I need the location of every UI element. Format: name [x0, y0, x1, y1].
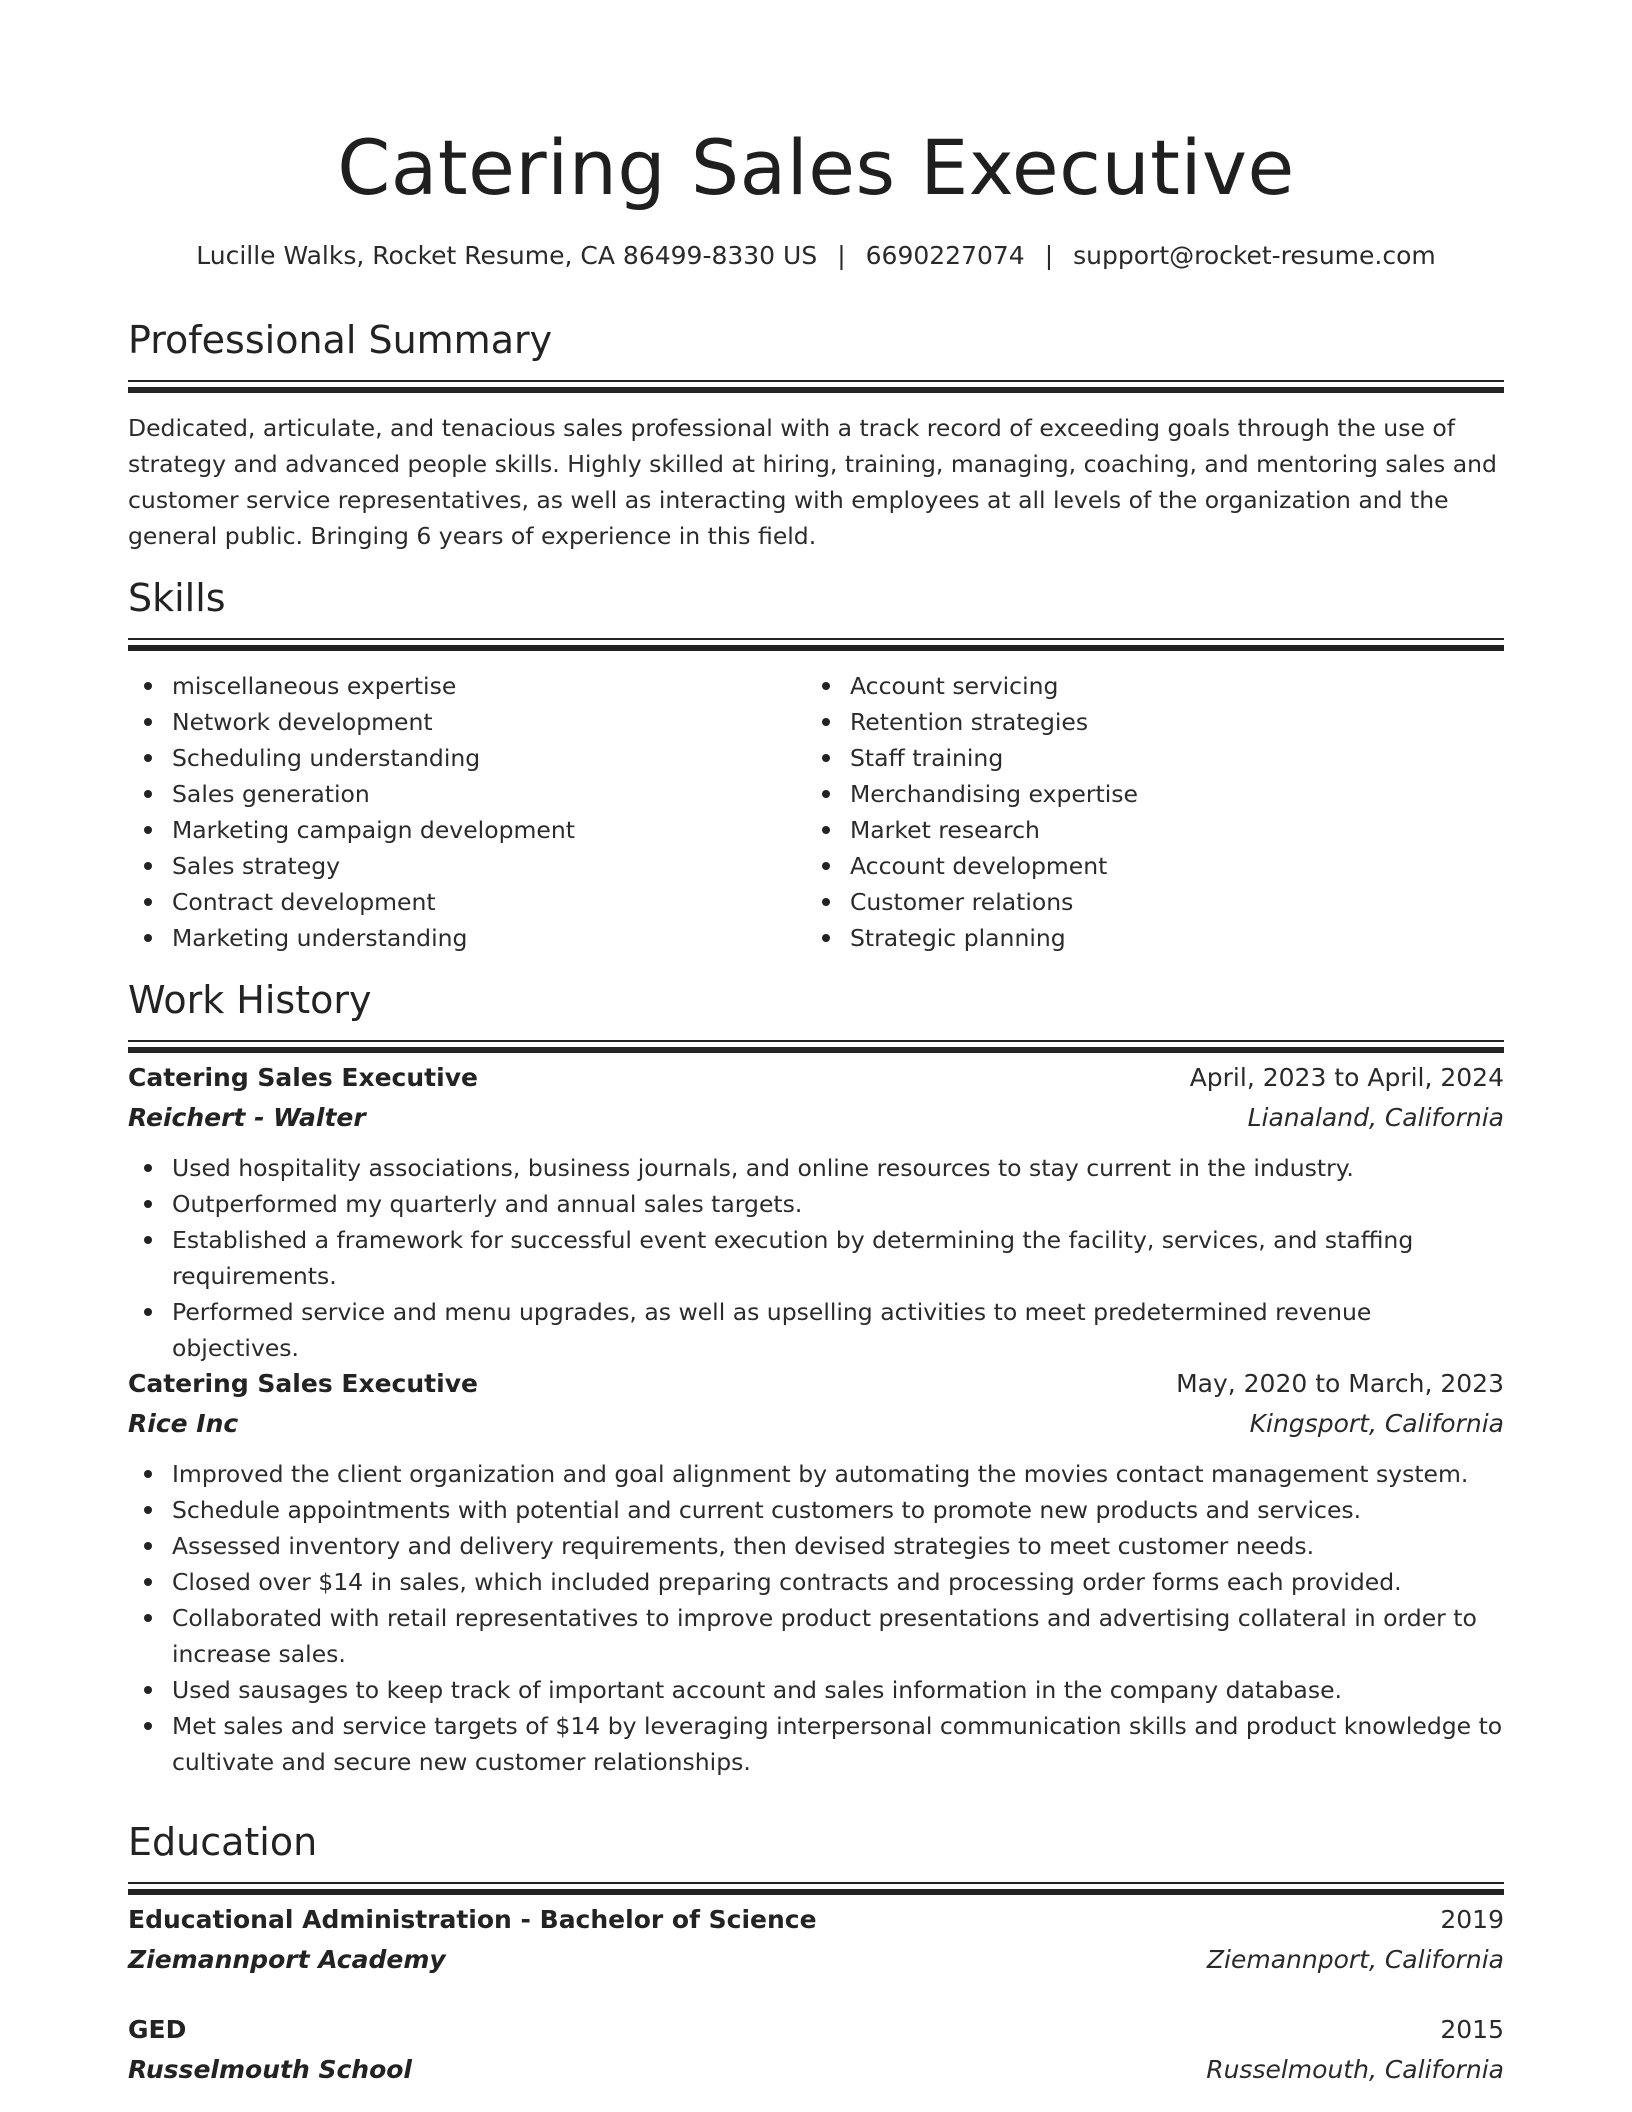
skill-item: Network development	[128, 704, 806, 740]
skill-item: Customer relations	[806, 884, 1484, 920]
contact-phone: 6690227074	[865, 241, 1025, 270]
job-title: Catering Sales Executive	[128, 1369, 478, 1398]
section-divider	[128, 1882, 1504, 1896]
education-school-row	[128, 1940, 1504, 1980]
education-section	[128, 1818, 1504, 1896]
summary-section	[128, 316, 1504, 554]
school-name: Ziemannport Academy	[128, 1945, 446, 1974]
section-divider	[128, 380, 1504, 394]
job-header-row	[128, 1364, 1504, 1404]
skill-item: Merchandising expertise	[806, 776, 1484, 812]
job-title: Catering Sales Executive	[128, 1063, 478, 1092]
contact-line	[128, 238, 1504, 274]
skill-item: Market research	[806, 812, 1484, 848]
skill-item: Staff training	[806, 740, 1484, 776]
job-entry	[128, 1058, 1504, 1366]
section-heading-education: Education	[128, 1820, 318, 1864]
skill-item: Strategic planning	[806, 920, 1484, 956]
education-school-row	[128, 2050, 1504, 2090]
education-header-row	[128, 1900, 1504, 1940]
skill-item: Marketing understanding	[128, 920, 806, 956]
graduation-year: 2019	[1440, 1905, 1504, 1934]
job-duty: Used hospitality associations, business journals, and online resources to stay current in the industry.	[128, 1150, 1504, 1186]
section-heading-skills: Skills	[128, 576, 226, 620]
job-duty: Schedule appointments with potential and current customers to promote new products and services.	[128, 1492, 1504, 1528]
skill-item: miscellaneous expertise	[128, 668, 806, 704]
degree-name: Educational Administration - Bachelor of Science	[128, 1905, 817, 1934]
company-name: Rice Inc	[128, 1409, 239, 1438]
job-duties-list	[128, 1150, 1504, 1366]
education-entry	[128, 2010, 1504, 2090]
job-location: Lianaland, California	[1247, 1103, 1504, 1132]
job-duty: Assessed inventory and delivery requirements, then devised strategies to meet customer needs.	[128, 1528, 1504, 1564]
job-header-row	[128, 1058, 1504, 1098]
section-heading-summary: Professional Summary	[128, 318, 553, 362]
skill-item: Marketing campaign development	[128, 812, 806, 848]
job-duty: Outperformed my quarterly and annual sales targets.	[128, 1186, 1504, 1222]
skills-columns	[128, 668, 1504, 956]
skill-item: Sales strategy	[128, 848, 806, 884]
contact-separator: |	[837, 241, 846, 270]
skill-item: Account development	[806, 848, 1484, 884]
job-duty: Collaborated with retail representatives to improve product presentations and advertising collateral in order to increase sales.	[128, 1600, 1504, 1672]
work-history-section	[128, 976, 1504, 1054]
school-location: Russelmouth, California	[1206, 2055, 1504, 2084]
job-dates: May, 2020 to March, 2023	[1176, 1369, 1504, 1398]
skills-list-right	[806, 668, 1484, 956]
company-name: Reichert - Walter	[128, 1103, 366, 1132]
job-location: Kingsport, California	[1249, 1409, 1504, 1438]
section-divider	[128, 1040, 1504, 1054]
skills-section	[128, 574, 1504, 956]
job-duties-list	[128, 1456, 1504, 1780]
summary-text: Dedicated, articulate, and tenacious sales professional with a track record of exceeding goals through the use of strategy and advanced people skills. Highly skilled at hiring, training, managing, coaching, and mentoring sales and customer service representatives, as well as interacting with employees at all levels of the organization and the general public. Bringing 6 years of experience in this field.	[128, 414, 1497, 550]
skill-item: Sales generation	[128, 776, 806, 812]
graduation-year: 2015	[1440, 2015, 1504, 2044]
degree-name: GED	[128, 2015, 187, 2044]
job-duty: Performed service and menu upgrades, as well as upselling activities to meet predetermined revenue objectives.	[128, 1294, 1504, 1366]
section-divider	[128, 638, 1504, 652]
school-name: Russelmouth School	[128, 2055, 412, 2084]
contact-address: Lucille Walks, Rocket Resume, CA 86499-8330 US	[196, 241, 818, 270]
job-duty: Used sausages to keep track of important account and sales information in the company database.	[128, 1672, 1504, 1708]
skill-item: Scheduling understanding	[128, 740, 806, 776]
job-duty: Closed over $14 in sales, which included preparing contracts and processing order forms each provided.	[128, 1564, 1504, 1600]
skill-item: Account servicing	[806, 668, 1484, 704]
education-entry	[128, 1900, 1504, 1980]
education-header-row	[128, 2010, 1504, 2050]
job-company-row	[128, 1404, 1504, 1444]
skill-item: Retention strategies	[806, 704, 1484, 740]
resume-title: Catering Sales Executive	[337, 123, 1295, 212]
job-duty: Met sales and service targets of $14 by leveraging interpersonal communication skills and product knowledge to cultivate and secure new customer relationships.	[128, 1708, 1504, 1780]
section-heading-work: Work History	[128, 978, 372, 1022]
skill-item: Contract development	[128, 884, 806, 920]
job-duty: Established a framework for successful event execution by determining the facility, services, and staffing requirements.	[128, 1222, 1504, 1294]
job-company-row	[128, 1098, 1504, 1138]
contact-separator: |	[1044, 241, 1054, 270]
job-dates: April, 2023 to April, 2024	[1189, 1063, 1504, 1092]
school-location: Ziemannport, California	[1206, 1945, 1504, 1974]
job-entry	[128, 1364, 1504, 1780]
job-duty: Improved the client organization and goal alignment by automating the movies contact management system.	[128, 1456, 1504, 1492]
skills-list-left	[128, 668, 806, 956]
contact-email: support@rocket-resume.com	[1073, 241, 1436, 270]
